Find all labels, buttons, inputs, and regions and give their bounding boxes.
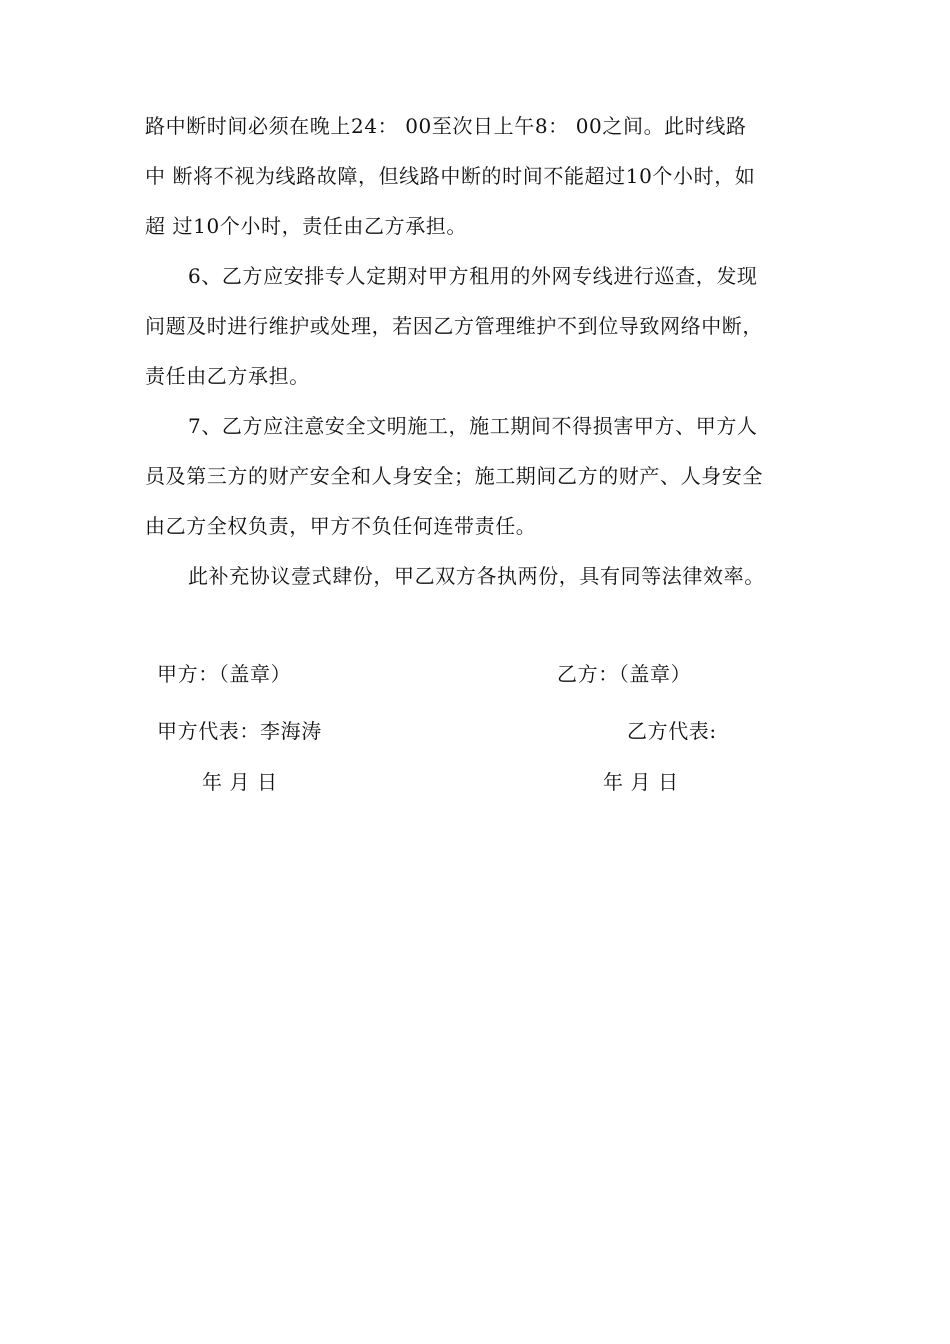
- body-line-2: 中 断将不视为线路故障，但线路中断的时间不能超过10个小时，如: [145, 164, 756, 188]
- party-b-date: 年 月 日: [603, 770, 679, 794]
- clause-7-line-3: 由乙方全权负责，甲方不负任何连带责任。: [145, 514, 537, 538]
- clause-6-line-3: 责任由乙方承担。: [145, 364, 310, 388]
- clause-6-line-2: 问题及时进行维护或处理，若因乙方管理维护不到位导致网络中断，: [145, 314, 763, 338]
- party-b-seal: 乙方：（盖章）: [557, 662, 692, 686]
- clause-6-line-1: 6、乙方应安排专人定期对甲方租用的外网专线进行巡查，发现: [188, 264, 758, 288]
- closing-statement: 此补充协议壹式肆份，甲乙双方各执两份，具有同等法律效率。: [188, 564, 765, 588]
- clause-7-line-1: 7、乙方应注意安全文明施工，施工期间不得损害甲方、甲方人: [188, 414, 758, 438]
- party-a-representative: 甲方代表：李海涛: [157, 719, 322, 743]
- party-a-date: 年 月 日: [202, 770, 278, 794]
- party-b-representative: 乙方代表:: [627, 719, 717, 743]
- party-a-seal: 甲方：（盖章）: [157, 662, 292, 686]
- body-line-1: 路中断时间必须在晚上24： 00至次日上午8： 00之间。此时线路: [145, 114, 747, 138]
- body-line-3: 超 过10个小时，责任由乙方承担。: [145, 214, 468, 238]
- clause-7-line-2: 员及第三方的财产安全和人身安全；施工期间乙方的财产、人身安全: [145, 464, 763, 488]
